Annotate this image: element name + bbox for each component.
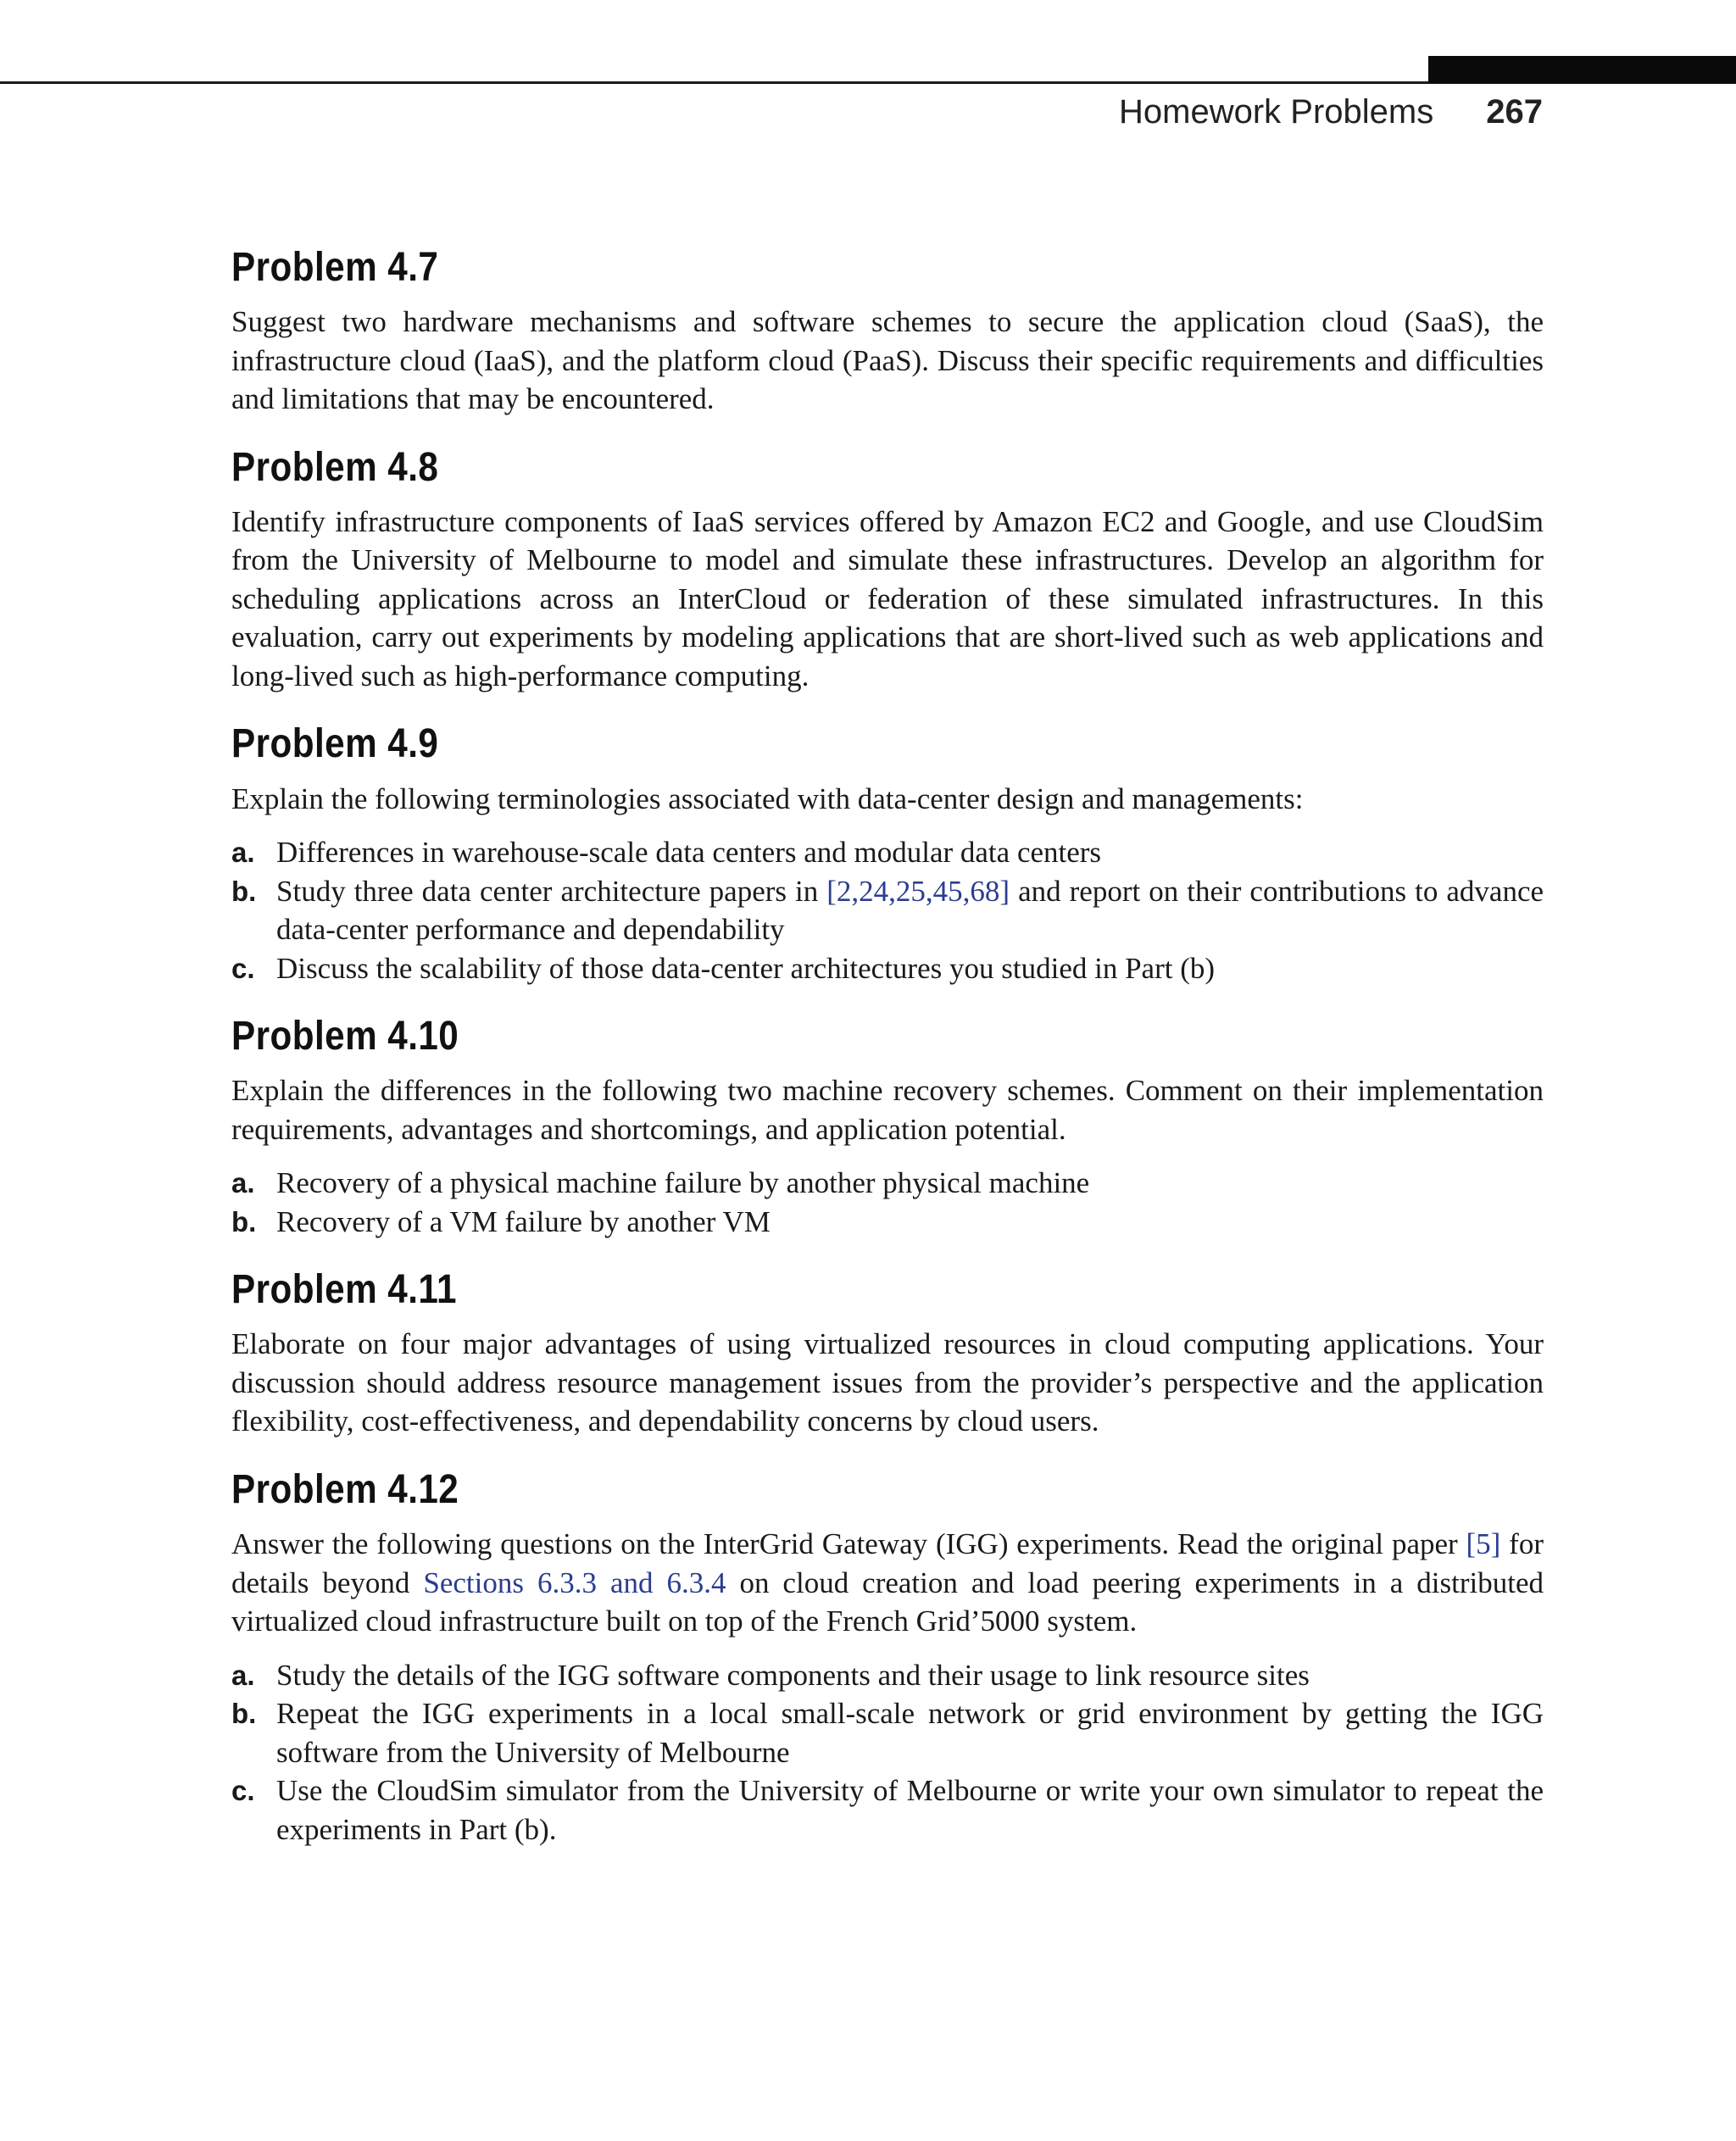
running-head: [1119, 93, 1543, 131]
reference-link[interactable]: [2,24,25,45,68]: [826, 874, 1010, 908]
problem-title: Problem 4.11: [231, 1267, 457, 1313]
problem-text: Elaborate on four major advantages of using virtualized resources in cloud computing applications. Your discussion should address resource management issues from the provider’s perspective and the application flexibility, cost-effectiveness, and dependability concerns by cloud users.: [231, 1327, 1544, 1438]
reference-link[interactable]: [5]: [1466, 1527, 1501, 1561]
list-item: [231, 1656, 1544, 1695]
problem-title: Problem 4.12: [231, 1466, 459, 1512]
list-marker: c.: [231, 952, 255, 984]
page-number: 267: [1486, 93, 1543, 131]
list-item-text: Discuss the scalability of those data-center architectures you studied in Part (b): [276, 951, 1216, 985]
list-item: [231, 872, 1544, 949]
problem-parts: [231, 1164, 1544, 1241]
problem-title: Problem 4.7: [231, 245, 439, 290]
list-item-text: Recovery of a physical machine failure by another physical machine: [276, 1166, 1090, 1200]
list-item: [231, 1694, 1544, 1771]
list-item-text: Study the details of the IGG software components and their usage to link resource sites: [276, 1658, 1310, 1692]
list-marker: a.: [231, 1167, 255, 1199]
header-bar: [1428, 56, 1736, 83]
list-item-text: and report on their contributions to advance data-center performance and dependability: [276, 874, 1544, 947]
list-marker: a.: [231, 1659, 255, 1691]
section-title: Homework Problems: [1119, 93, 1434, 131]
problem-4-7: [231, 244, 1544, 419]
list-item: [231, 1203, 1544, 1242]
problem-title: Problem 4.10: [231, 1014, 459, 1059]
list-marker: b.: [231, 875, 257, 907]
problem-text: Explain the differences in the following two machine recovery schemes. Comment on their implementation requirements, advantages and shortcomings, and application potential.: [231, 1074, 1544, 1146]
problem-4-11: [231, 1266, 1544, 1441]
text-segment: on cloud creation and load peering experiments in a distributed virtualized cloud infrastructure built on top of the French Grid’5000 system.: [231, 1565, 1544, 1638]
list-marker: a.: [231, 837, 255, 869]
problem-title: Problem 4.8: [231, 444, 439, 490]
problem-4-12: [231, 1466, 1544, 1849]
list-item: [231, 1164, 1544, 1203]
list-item: [231, 949, 1544, 988]
section-link[interactable]: Sections 6.3.3 and 6.3.4: [423, 1565, 726, 1599]
problem-parts: [231, 833, 1544, 987]
problem-text: Identify infrastructure components of IaaS services offered by Amazon EC2 and Google, and use CloudSim from the University of Melbourne to model and simulate these infrastructures. Develop an algorithm for scheduling applications across an InterCloud or federation of these simulated infrastructures. In this evaluation, carry out experiments by modeling applications that are short-lived such as web applications and long-lived such as high-performance computing.: [231, 504, 1544, 692]
problem-4-8: [231, 444, 1544, 696]
list-item: [231, 1771, 1544, 1849]
list-item-text: Differences in warehouse-scale data centers and modular data centers: [276, 836, 1102, 870]
problem-text: Suggest two hardware mechanisms and software schemes to secure the application cloud (SaaS), the infrastructure cloud (IaaS), and the platform cloud (PaaS). Discuss their specific requirements and difficulties and limitations that may be encountered.: [231, 305, 1544, 416]
list-item-text: Study three data center architecture papers in: [276, 874, 827, 908]
list-marker: b.: [231, 1698, 257, 1730]
problem-text: [231, 1525, 1544, 1641]
problem-title: Problem 4.9: [231, 721, 439, 767]
list-item-text: Recovery of a VM failure by another VM: [276, 1204, 771, 1238]
problem-text: Explain the following terminologies associated with data-center design and managements:: [231, 781, 1304, 815]
page-content: [231, 244, 1544, 1874]
problem-parts: [231, 1656, 1544, 1849]
list-item: [231, 833, 1544, 872]
text-segment: Answer the following questions on the InterGrid Gateway (IGG) experiments. Read the original paper: [231, 1527, 1466, 1561]
list-item-text: Repeat the IGG experiments in a local small-scale network or grid environment by getting the IGG software from the University of Melbourne: [276, 1697, 1544, 1769]
problem-4-10: [231, 1013, 1544, 1241]
problem-4-9: [231, 720, 1544, 987]
text-segment: for details beyond: [231, 1527, 1544, 1599]
list-marker: b.: [231, 1205, 257, 1237]
list-item-text: Use the CloudSim simulator from the University of Melbourne or write your own simulator to repeat the experiments in Part (b).: [276, 1774, 1544, 1846]
list-marker: c.: [231, 1775, 255, 1807]
